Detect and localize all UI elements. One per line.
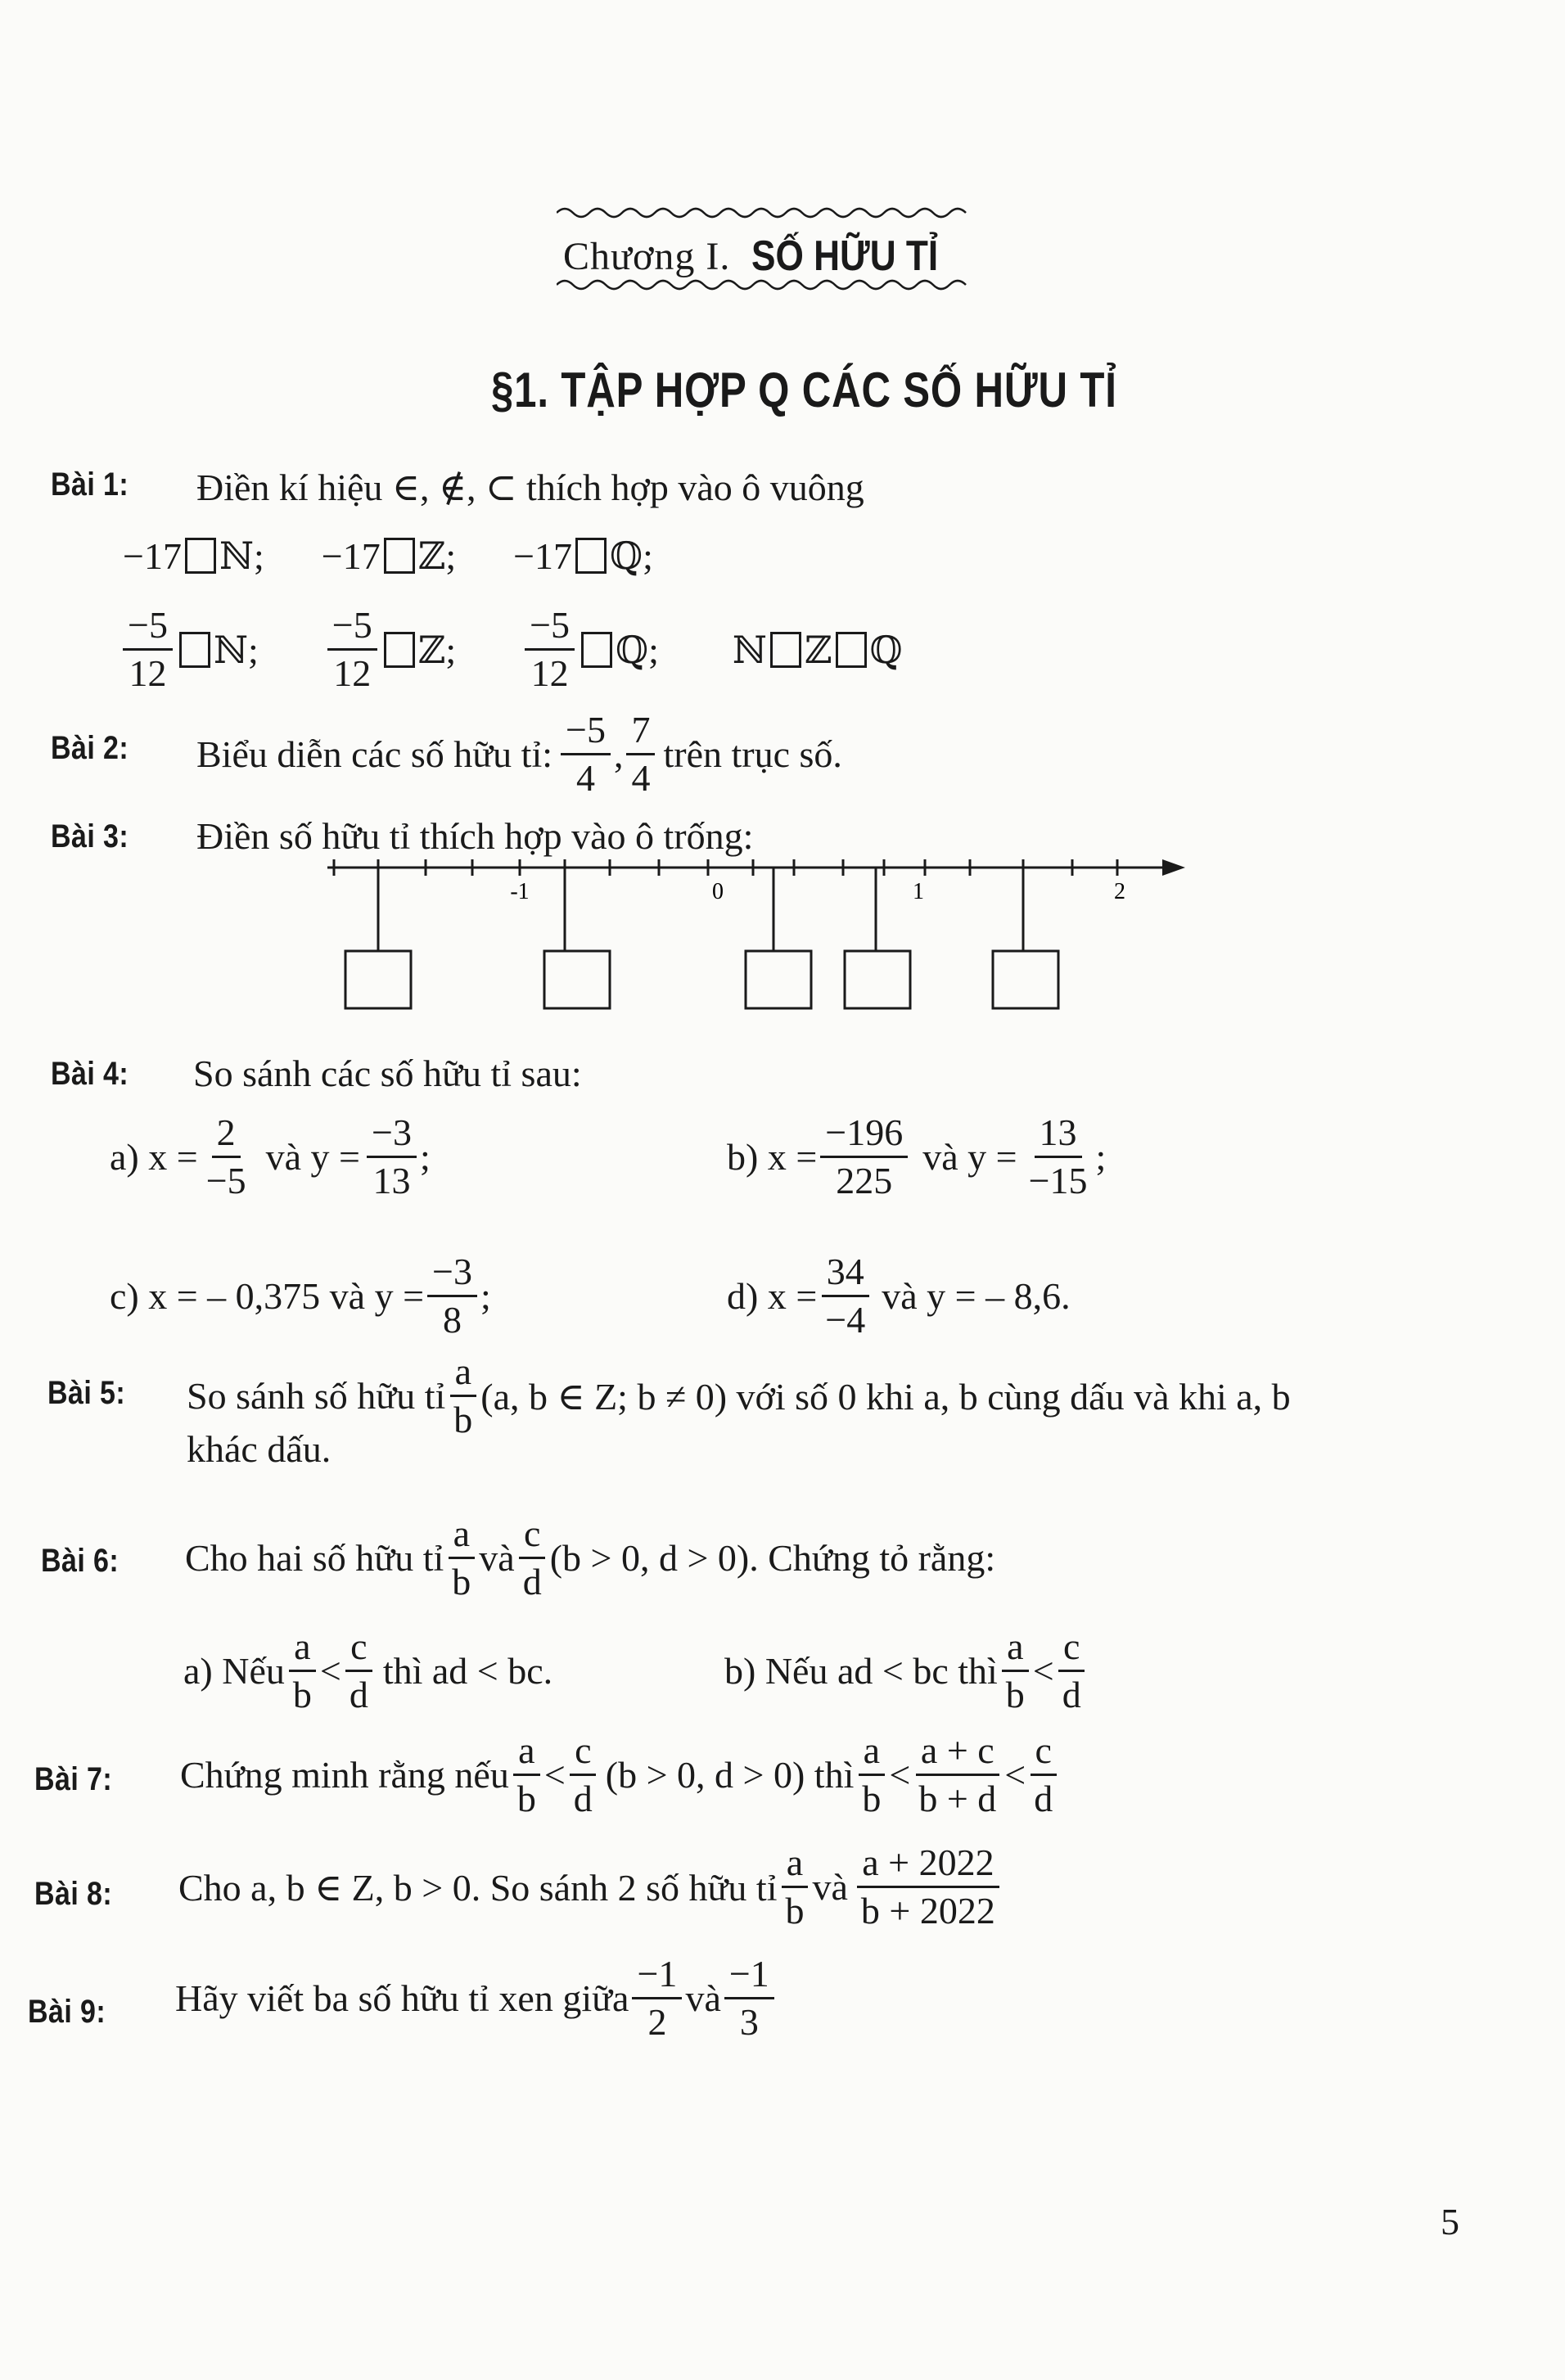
numerator: c	[1031, 1731, 1057, 1776]
fraction	[820, 1113, 908, 1201]
denominator: b	[1005, 1674, 1025, 1716]
denominator: −5	[205, 1160, 246, 1202]
bai1-r1-num: −17	[321, 534, 381, 577]
bai1-r1-num: −17	[123, 534, 182, 577]
bai1-r1-set: ℤ;	[417, 535, 457, 577]
bai4c-end: ;	[480, 1275, 491, 1318]
numerator: c	[1058, 1627, 1085, 1672]
number-line	[319, 851, 1195, 1023]
page-number: 5	[1441, 2201, 1459, 2243]
answer-box[interactable]	[845, 951, 910, 1008]
numerator: a	[513, 1731, 539, 1776]
bai1-label: Bài 1:	[51, 467, 129, 503]
fraction	[561, 710, 611, 799]
denominator: 3	[739, 2001, 759, 2044]
bai5-line1	[187, 1352, 1291, 1440]
bai6b-pre: b) Nếu ad < bc thì	[724, 1650, 998, 1693]
fraction	[447, 1514, 476, 1602]
bai1-text: Điền kí hiệu ∈, ∉, ⊂ thích hợp vào ô vuông	[196, 467, 864, 508]
bai3-text: Điền số hữu tỉ thích hợp vào ô trống:	[196, 815, 754, 857]
lt-sign: <	[1004, 1754, 1026, 1796]
bai4-c	[110, 1252, 491, 1341]
bai1-row1	[123, 534, 653, 578]
fraction	[1001, 1627, 1030, 1715]
lt-sign: <	[1032, 1650, 1054, 1693]
denominator: b	[452, 1561, 471, 1603]
denominator: 225	[836, 1160, 893, 1202]
fraction	[724, 1954, 774, 2043]
bai4-label: Bài 4:	[51, 1056, 129, 1092]
numerator: a	[449, 1514, 475, 1559]
fraction	[781, 1843, 810, 1931]
numerator: 13	[1035, 1113, 1082, 1158]
bai6-mid: và	[479, 1537, 515, 1580]
bai6-line1	[185, 1514, 995, 1602]
denominator: d	[1034, 1778, 1053, 1820]
numerator: a + c	[916, 1731, 999, 1776]
numerator: −5	[327, 606, 377, 651]
answer-box[interactable]	[575, 538, 607, 574]
answer-box[interactable]	[384, 538, 415, 574]
numerator: a	[782, 1843, 808, 1888]
bai5-pre: So sánh số hữu tỉ	[187, 1375, 446, 1418]
numerator: −1	[724, 1954, 774, 1999]
fraction	[857, 1731, 886, 1819]
fraction	[345, 1627, 373, 1715]
fraction	[288, 1627, 317, 1715]
numerator: −3	[367, 1113, 417, 1158]
numerator: c	[570, 1731, 596, 1776]
bai7-line	[180, 1731, 1061, 1819]
numerator: 34	[822, 1252, 869, 1297]
answer-box[interactable]	[836, 632, 867, 668]
lt-sign: <	[889, 1754, 911, 1796]
chapter-wave-top	[557, 203, 974, 223]
bai8-mid: và	[812, 1866, 848, 1909]
fraction	[569, 1731, 598, 1819]
answer-box[interactable]	[770, 632, 801, 668]
fraction	[449, 1352, 477, 1440]
fraction	[427, 1252, 477, 1341]
fraction	[820, 1252, 870, 1341]
denominator: −15	[1028, 1160, 1088, 1202]
denominator: 4	[631, 757, 651, 800]
fraction	[626, 710, 655, 799]
fraction	[856, 1843, 1000, 1931]
bai4-text: So sánh các số hữu tỉ sau:	[193, 1053, 582, 1094]
answer-box[interactable]	[993, 951, 1058, 1008]
bai6-label: Bài 6:	[41, 1543, 120, 1579]
bai4-d	[727, 1252, 1071, 1341]
bai2-line	[196, 710, 842, 799]
numerator: −5	[123, 606, 173, 651]
answer-box[interactable]	[179, 632, 210, 668]
bai1-r2b-set: ℕ	[732, 629, 767, 671]
bai4d-mid: và y = – 8,6.	[882, 1275, 1071, 1318]
bai7-label: Bài 7:	[34, 1761, 113, 1797]
answer-box[interactable]	[345, 951, 411, 1008]
bai6-b	[724, 1627, 1089, 1715]
numerator: a	[859, 1731, 885, 1776]
bai1-r2-set: ℤ;	[417, 629, 457, 671]
tick-label: -1	[510, 879, 530, 904]
numerator: −196	[820, 1113, 908, 1158]
bai1-r2-set: ℕ;	[213, 629, 259, 671]
fraction	[525, 606, 575, 694]
chapter-wave-bottom	[557, 275, 974, 295]
bai2-label: Bài 2:	[51, 730, 129, 766]
lt-sign: <	[543, 1754, 566, 1796]
fraction	[913, 1731, 1001, 1819]
bai4a-end: ;	[419, 1136, 431, 1179]
fraction	[123, 606, 173, 694]
fraction	[632, 1954, 682, 2043]
bai1-r1-set: ℚ;	[610, 535, 653, 577]
denominator: d	[349, 1674, 368, 1716]
bai5-line2: khác dấu.	[187, 1428, 331, 1470]
bai9-label: Bài 9:	[28, 1994, 106, 2030]
bai1-r1-num: −17	[513, 534, 573, 577]
chapter-title: SỐ HỮU TỈ	[751, 232, 939, 280]
bai4b-pre: b) x =	[727, 1136, 818, 1179]
numerator: c	[519, 1514, 545, 1559]
chapter-prefix: Chương I.	[563, 234, 731, 278]
bai9-line	[175, 1954, 778, 2043]
denominator: b	[516, 1778, 536, 1820]
denominator: b	[453, 1399, 473, 1441]
answer-box[interactable]	[544, 951, 610, 1008]
denominator: b	[785, 1890, 805, 1932]
denominator: b + 2022	[860, 1890, 995, 1932]
fraction	[367, 1113, 417, 1201]
bai1-r2b-set: ℚ	[869, 629, 903, 671]
bai4b-end: ;	[1095, 1136, 1107, 1179]
bai4b-mid: và y =	[922, 1136, 1017, 1179]
bai4a-pre: a) x =	[110, 1136, 198, 1179]
answer-box[interactable]	[746, 951, 811, 1008]
bai3-label: Bài 3:	[51, 818, 129, 854]
denominator: 4	[575, 757, 595, 800]
bai1-r1-set: ℕ;	[219, 535, 264, 577]
bai9-pre: Hãy viết ba số hữu tỉ xen giữa	[175, 1977, 629, 2020]
tick-label: 2	[1114, 879, 1125, 904]
denominator: 12	[530, 652, 569, 695]
answer-box[interactable]	[185, 538, 216, 574]
denominator: 12	[129, 652, 167, 695]
answer-box[interactable]	[384, 632, 415, 668]
bai6-pre: Cho hai số hữu tỉ	[185, 1537, 444, 1580]
numerator: −1	[632, 1954, 682, 1999]
fraction	[1058, 1627, 1086, 1715]
fraction	[201, 1113, 251, 1201]
bai8-label: Bài 8:	[34, 1876, 113, 1912]
bai4a-mid: và y =	[265, 1136, 360, 1179]
bai6-post: (b > 0, d > 0). Chứng tỏ rằng:	[549, 1537, 996, 1580]
bai5-post: (a, b ∈ Z; b ≠ 0) với số 0 khi a, b cùng dấu và khi a, b	[480, 1375, 1291, 1418]
numerator: −5	[525, 606, 575, 651]
bai1-row2	[120, 606, 903, 694]
numerator: 7	[626, 710, 655, 755]
bai6-a	[183, 1627, 552, 1715]
tick-label: 1	[913, 879, 924, 904]
denominator: d	[1062, 1674, 1081, 1716]
denominator: 8	[443, 1299, 462, 1341]
fraction	[512, 1731, 541, 1819]
bai4-b	[727, 1113, 1106, 1201]
fraction	[1024, 1113, 1093, 1201]
fraction	[327, 606, 377, 694]
bai7-pre: Chứng minh rằng nếu	[180, 1754, 509, 1796]
numerator: a	[1002, 1627, 1028, 1672]
answer-box[interactable]	[581, 632, 612, 668]
denominator: d	[573, 1778, 593, 1820]
bai5-label: Bài 5:	[47, 1375, 126, 1411]
bai1-r2-set: ℚ;	[616, 629, 659, 671]
numerator: a	[450, 1352, 476, 1397]
denominator: b	[862, 1778, 882, 1820]
numerator: −5	[561, 710, 611, 755]
bai6a-post: thì ad < bc.	[382, 1650, 553, 1693]
bai2-text: Biểu diễn các số hữu tỉ:	[196, 733, 553, 776]
bai7-mid: (b > 0, d > 0) thì	[605, 1754, 855, 1796]
bai2-sep: ,	[613, 733, 624, 776]
denominator: −4	[825, 1299, 866, 1341]
bai2-tail: trên trục số.	[663, 733, 842, 776]
bai8-line	[178, 1843, 1003, 1931]
denominator: 13	[372, 1160, 411, 1202]
numerator: 2	[212, 1113, 241, 1158]
denominator: b + d	[918, 1778, 997, 1820]
bai4-a	[110, 1113, 431, 1201]
bai6a-pre: a) Nếu	[183, 1650, 285, 1693]
fraction	[518, 1514, 547, 1602]
bai9-mid: và	[685, 1977, 721, 2020]
denominator: 2	[647, 2001, 667, 2044]
bai8-pre: Cho a, b ∈ Z, b > 0. So sánh 2 số hữu tỉ	[178, 1866, 778, 1909]
denominator: d	[522, 1561, 542, 1603]
section-title: §1. TẬP HỢP Q CÁC SỐ HỮU TỈ	[491, 363, 1117, 417]
axis-arrow	[1162, 859, 1185, 876]
bai4c-pre: c) x = – 0,375 và y =	[110, 1275, 425, 1318]
bai1-r2b-set: ℤ	[804, 629, 832, 671]
numerator: a + 2022	[857, 1843, 999, 1888]
numerator: c	[345, 1627, 372, 1672]
lt-sign: <	[319, 1650, 341, 1693]
numerator: a	[289, 1627, 315, 1672]
denominator: 12	[333, 652, 372, 695]
fraction	[1029, 1731, 1058, 1819]
denominator: b	[292, 1674, 312, 1716]
numerator: −3	[427, 1252, 477, 1297]
tick-label: 0	[712, 879, 724, 904]
bai4d-pre: d) x =	[727, 1275, 818, 1318]
